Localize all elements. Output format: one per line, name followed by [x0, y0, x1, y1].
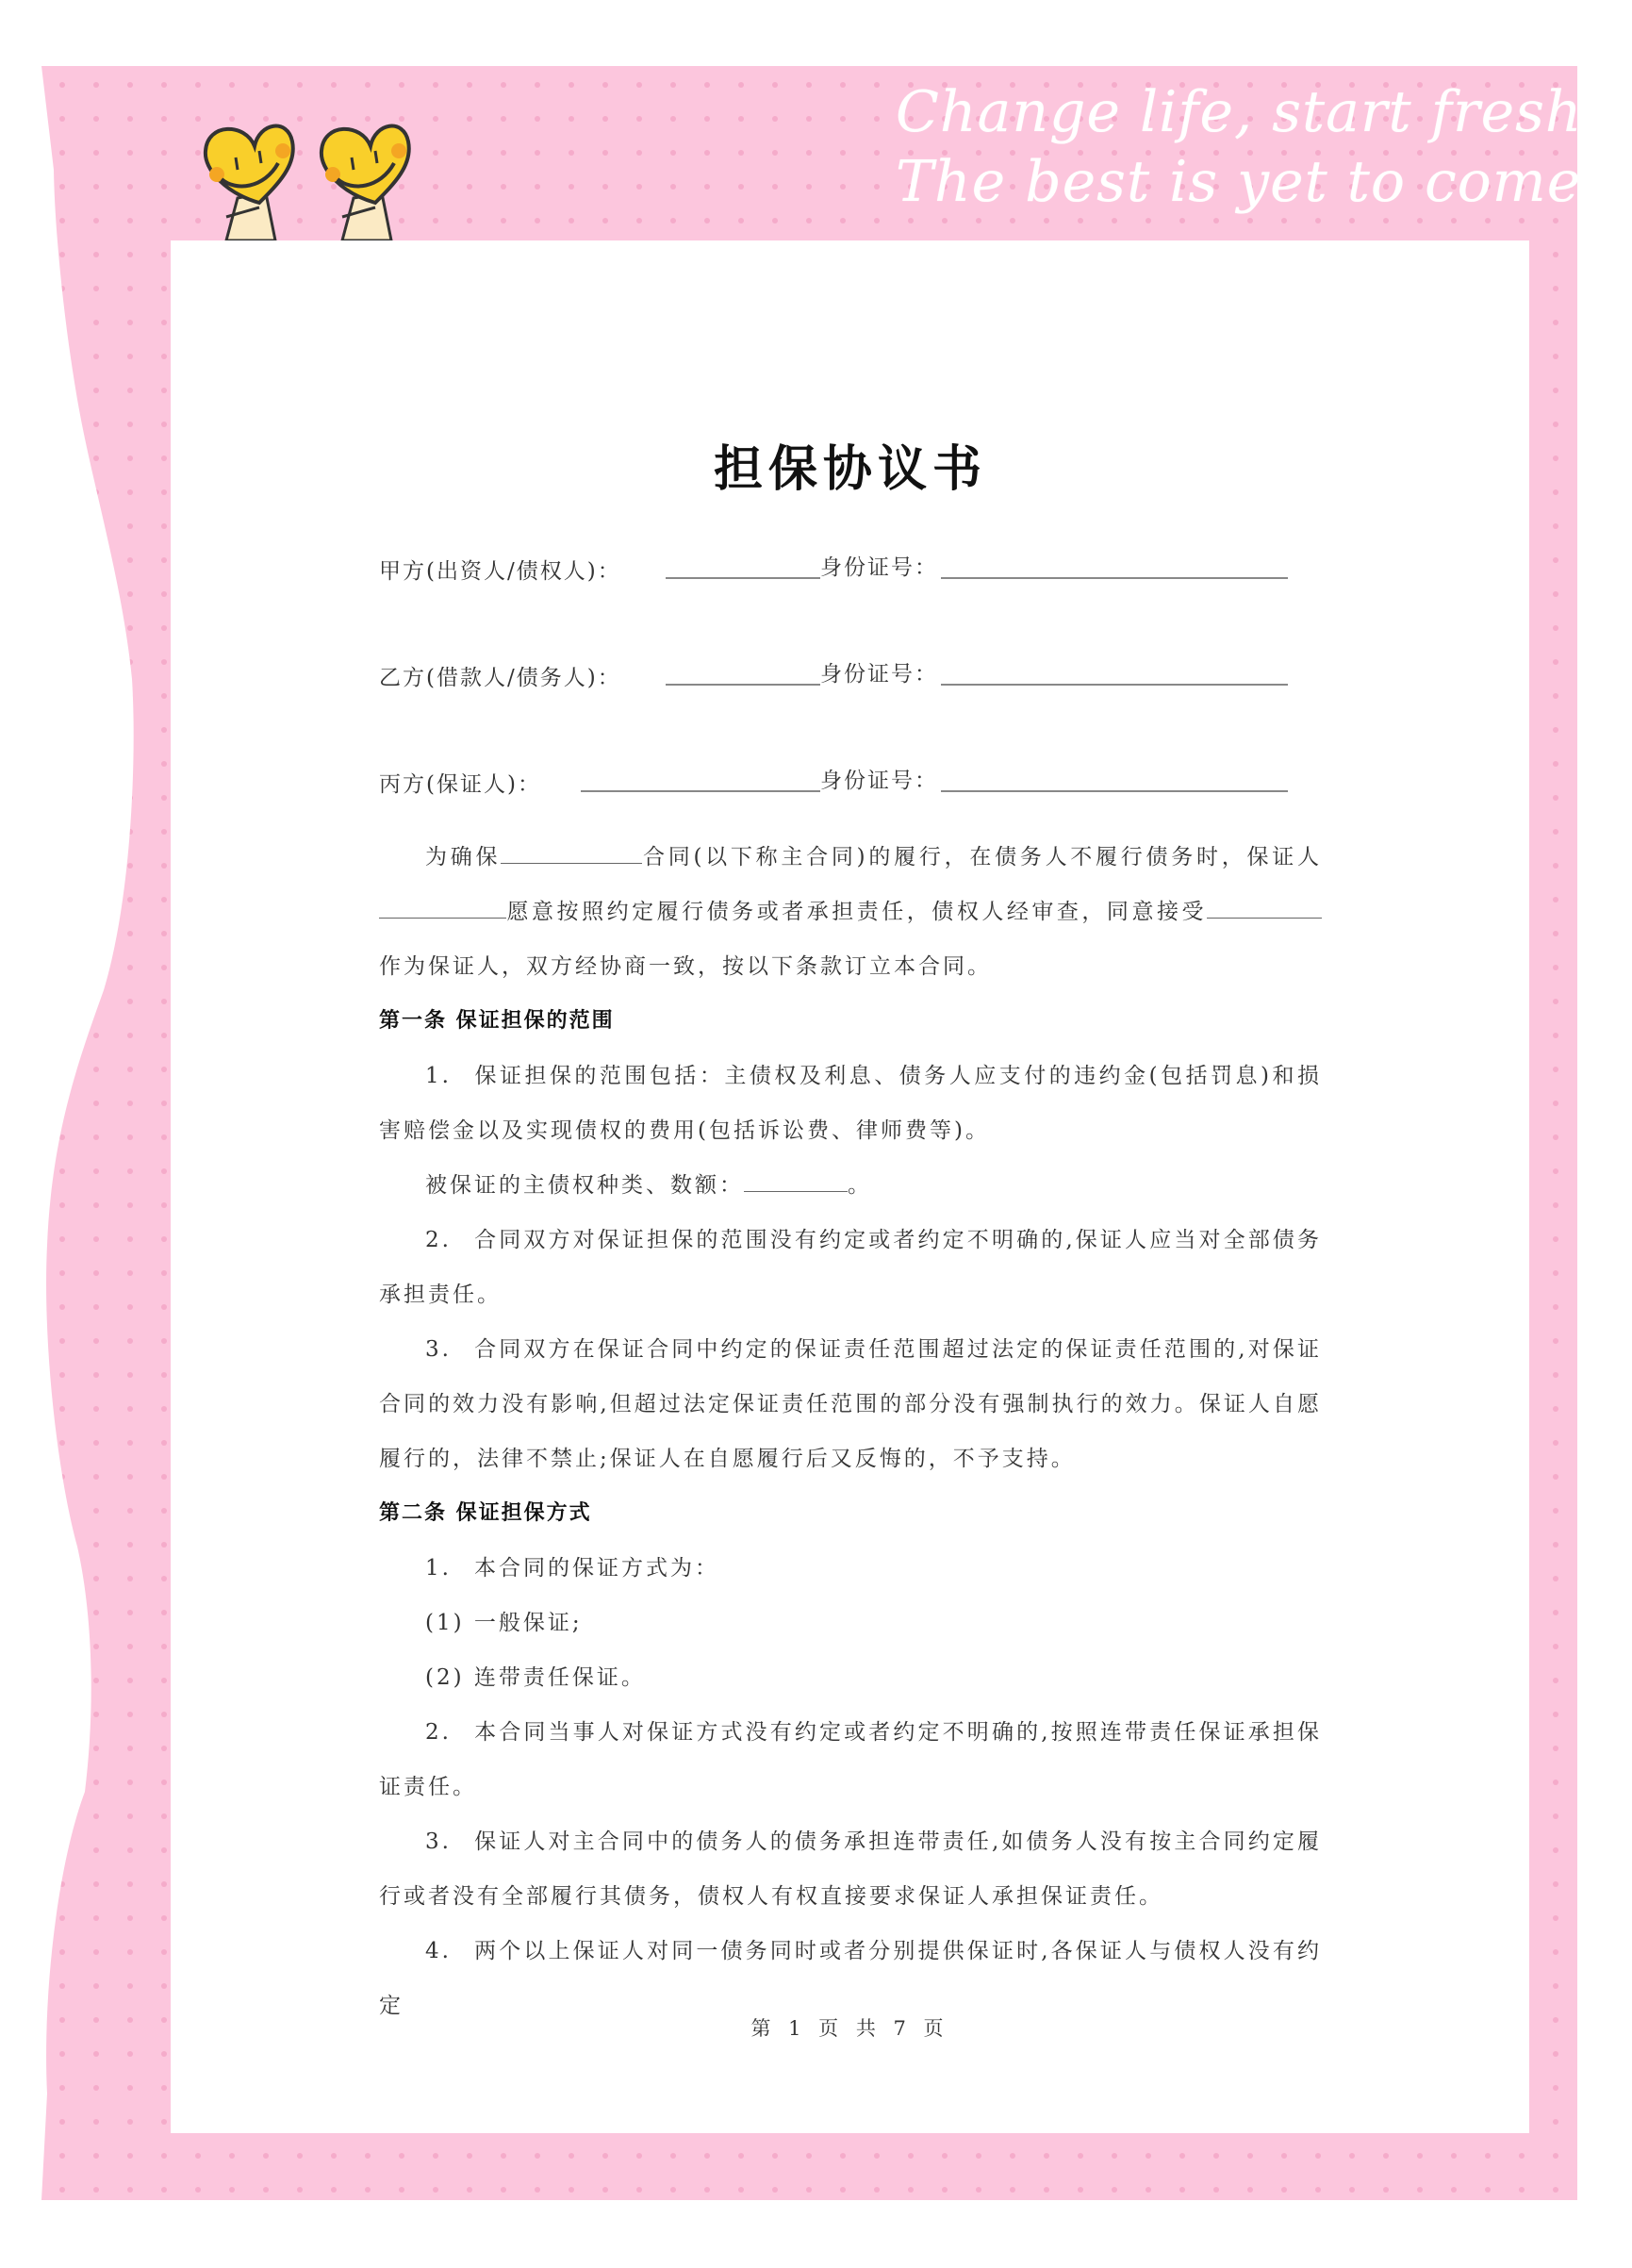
party-b-id-label: 身份证号：	[820, 662, 938, 687]
document-body	[379, 830, 1322, 2033]
party-c-id-field[interactable]	[941, 766, 1288, 792]
main-contract-blank[interactable]	[501, 842, 642, 864]
document-page	[171, 240, 1529, 2133]
item-text: 保证担保的范围包括：主债权及利息、债务人应支付的违约金(包括罚息)和损害赔偿金以及实现债权的费用(包括诉讼费、律师费等)。	[379, 1064, 1322, 1143]
party-a-row	[379, 547, 1322, 585]
motto-line-2: The best is yet to come.	[896, 149, 1601, 215]
item-number: 2.	[425, 1720, 452, 1745]
party-c-name-field[interactable]	[581, 766, 820, 792]
mascot-right-icon	[321, 126, 409, 240]
item-text: 两个以上保证人对同一债务同时或者分别提供保证时,各保证人与债权人没有约定	[379, 1939, 1322, 2018]
guarantor-blank[interactable]	[379, 897, 506, 919]
accepted-guarantor-blank[interactable]	[1207, 897, 1322, 919]
article-1-item-1	[379, 1049, 1322, 1158]
preamble-text-2: 合同(以下称主合同)的履行，在债务人不履行债务时，保证人	[642, 845, 1322, 869]
party-b-name-field[interactable]	[666, 659, 820, 686]
article-1-heading: 第一条 保证担保的范围	[379, 1009, 615, 1033]
preamble-text-4: 作为保证人，双方经协商一致，按以下条款订立本合同。	[379, 954, 992, 979]
secured-claim-line	[379, 1158, 1322, 1213]
preamble-paragraph	[379, 830, 1322, 994]
option-general-guarantee: (1) 一般保证;	[425, 1611, 583, 1635]
item-number: 1.	[425, 1556, 452, 1581]
page-number-footer: 第 1 页 共 7 页	[750, 2017, 949, 2040]
party-b-id-field[interactable]	[941, 659, 1288, 686]
item-number: 2.	[425, 1228, 452, 1252]
article-1-item-2	[379, 1213, 1322, 1322]
document-title: 担保协议书	[713, 441, 987, 498]
article-2-heading: 第二条 保证担保方式	[379, 1501, 592, 1525]
party-c-row	[379, 760, 1322, 798]
article-2-item-2	[379, 1705, 1322, 1814]
preamble-text-1: 为确保	[425, 845, 502, 869]
item-number: 1.	[425, 1064, 452, 1088]
party-c-id-label: 身份证号：	[820, 769, 938, 793]
item-text: 合同双方在保证合同中约定的保证责任范围超过法定的保证责任范围的,对保证合同的效力没有影响,但超过法定保证责任范围的部分没有强制执行的效力。保证人自愿履行的，法律不禁止;保证人在自愿履行后又反悔的，不予支持。	[379, 1337, 1322, 1471]
party-a-name-field[interactable]	[666, 553, 820, 579]
heart-smiley-mascots	[189, 118, 471, 240]
party-a-label: 甲方(出资人/债权人)：	[379, 559, 621, 584]
secured-claim-end: 。	[848, 1173, 872, 1198]
item-text: 保证人对主合同中的债务人的债务承担连带责任,如债务人没有按主合同约定履行或者没有全部履行其债务，债权人有权直接要求保证人承担保证责任。	[379, 1829, 1322, 1909]
party-b-row	[379, 654, 1322, 691]
item-number: 4.	[425, 1939, 452, 1963]
article-1-item-3	[379, 1322, 1322, 1486]
decorative-motto	[896, 77, 1602, 217]
secured-claim-field[interactable]	[744, 1170, 848, 1192]
motto-line-1: Change life, start fresh.	[896, 79, 1602, 145]
article-2-item-1	[379, 1541, 1322, 1596]
option-joint-liability: (2) 连带责任保证。	[425, 1665, 646, 1690]
preamble-text-3: 愿意按照约定履行债务或者承担责任，债权人经审查，同意接受	[506, 900, 1207, 924]
secured-claim-label: 被保证的主债权种类、数额：	[425, 1173, 744, 1198]
item-number: 3.	[425, 1337, 452, 1362]
mascot-left-icon	[206, 126, 293, 240]
item-text: 合同双方对保证担保的范围没有约定或者约定不明确的,保证人应当对全部债务承担责任。	[379, 1228, 1322, 1307]
party-a-id-field[interactable]	[941, 553, 1288, 579]
item-text: 本合同当事人对保证方式没有约定或者约定不明确的,按照连带责任保证承担保证责任。	[379, 1720, 1322, 1799]
party-a-id-label: 身份证号：	[820, 555, 938, 580]
party-c-label: 丙方(保证人)：	[379, 772, 541, 797]
item-number: 3.	[425, 1829, 452, 1854]
item-text: 本合同的保证方式为：	[474, 1556, 719, 1581]
party-b-label: 乙方(借款人/债务人)：	[379, 666, 621, 690]
article-2-item-3	[379, 1814, 1322, 1924]
